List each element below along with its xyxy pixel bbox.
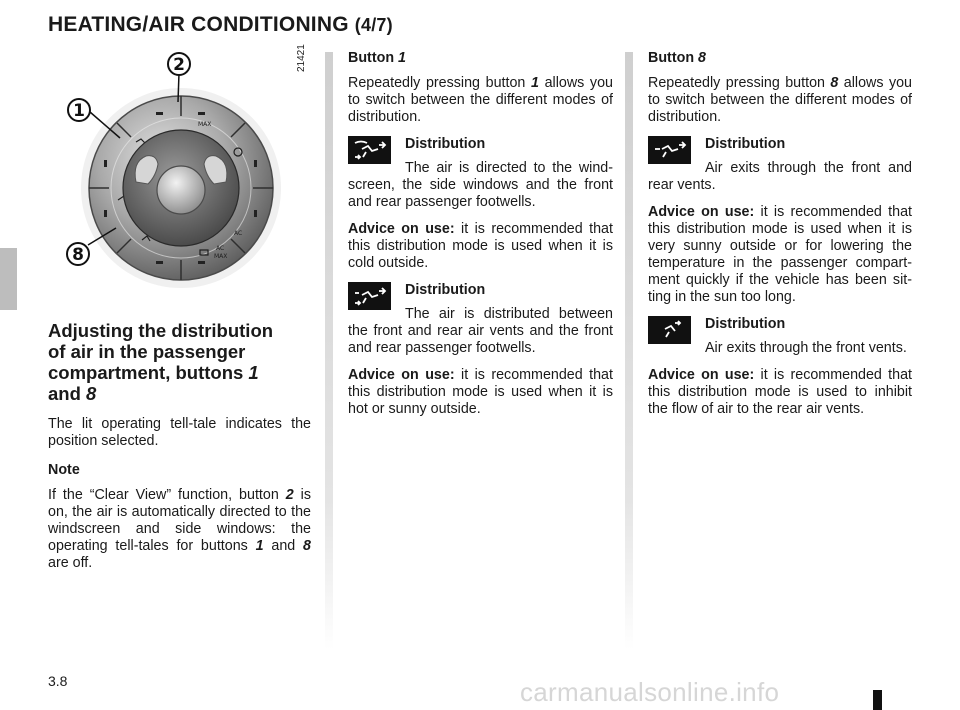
button-8-intro: Repeatedly pressing button 8 allows you to switch between the different modes of distribution. xyxy=(648,75,912,125)
right-column xyxy=(648,50,912,418)
distribution-description: The air is directed to the wind-screen, the side windows and the front and rear passenger footwells. xyxy=(348,160,613,210)
page-section-indicator: (4/7) xyxy=(354,15,393,35)
climate-control-dial-illustration xyxy=(48,50,313,320)
ac-label: AC xyxy=(234,230,243,237)
windscreen-and-footwell-distribution-icon xyxy=(348,136,391,164)
distribution-description: Air exits through the front vents. xyxy=(705,340,907,356)
callout-8: 8 xyxy=(72,245,84,265)
distribution-title: Distribution xyxy=(405,136,486,152)
distribution-item xyxy=(348,282,613,357)
column-divider xyxy=(325,52,333,650)
button-1-heading: Button 1 xyxy=(348,50,406,66)
distribution-item xyxy=(648,136,912,194)
distribution-item xyxy=(648,316,912,357)
advice-text: Advice on use: it is recommended that this distribution mode is used when it is very sunny outside or for lowering the temperature in the passenger compart-ment quickly if the vehicle has been sit-ting in the sun too long. xyxy=(648,204,912,305)
page-number: 3.8 xyxy=(48,673,68,689)
watermark: carmanualsonline.info xyxy=(520,677,780,707)
note-text: If the “Clear View” function, button 2 is on, the air is automatically directed to the windscreen and side windows: the operating tell-tales for buttons 1 and 8 are off. xyxy=(48,487,311,571)
column-divider xyxy=(625,52,633,650)
chapter-side-tab xyxy=(0,248,17,310)
advice-text: Advice on use: it is recommended that this distribution mode is used to inhibit the flow of air to the rear air vents. xyxy=(648,367,912,417)
distribution-item xyxy=(348,136,613,211)
section-heading: Adjusting the distribution of air in the passenger compartment, buttons 1 and 8 xyxy=(48,320,274,404)
callout-1: 1 xyxy=(73,101,85,121)
page-edge-marker xyxy=(873,690,882,710)
distribution-description: The air is distributed between the front and rear air vents and the front and rear passenger footwells. xyxy=(348,306,613,356)
distribution-title: Distribution xyxy=(705,316,786,332)
distribution-title: Distribution xyxy=(405,282,486,298)
advice-text: Advice on use: it is recommended that this distribution mode is used when it is hot or sunny outside. xyxy=(348,367,613,417)
page-title: HEATING/AIR CONDITIONING (4/7) xyxy=(48,13,393,36)
control-panel-figure xyxy=(48,50,313,320)
distribution-description: Air exits through the front and rear vents. xyxy=(648,160,912,193)
vents-and-footwell-distribution-icon xyxy=(348,282,391,310)
advice-text: Advice on use: it is recommended that this distribution mode is used when it is cold outside. xyxy=(348,221,613,271)
note-title: Note xyxy=(48,462,80,478)
front-vents-distribution-icon xyxy=(648,316,691,344)
button-8-heading: Button 8 xyxy=(648,50,706,66)
svg-text:AC: AC xyxy=(216,245,225,252)
button-1-intro: Repeatedly pressing button 1 allows you to switch between the different modes of distribution. xyxy=(348,75,613,125)
callout-2: 2 xyxy=(173,55,185,75)
figure-reference-number: 21421 xyxy=(296,44,307,72)
max-demist-label: MAX xyxy=(198,121,212,128)
svg-text:MAX: MAX xyxy=(214,253,228,260)
front-and-rear-vents-distribution-icon xyxy=(648,136,691,164)
middle-column xyxy=(348,50,613,418)
left-column xyxy=(48,320,311,572)
intro-text: The lit operating tell-tale indicates the position selected. xyxy=(48,416,311,449)
distribution-title: Distribution xyxy=(705,136,786,152)
